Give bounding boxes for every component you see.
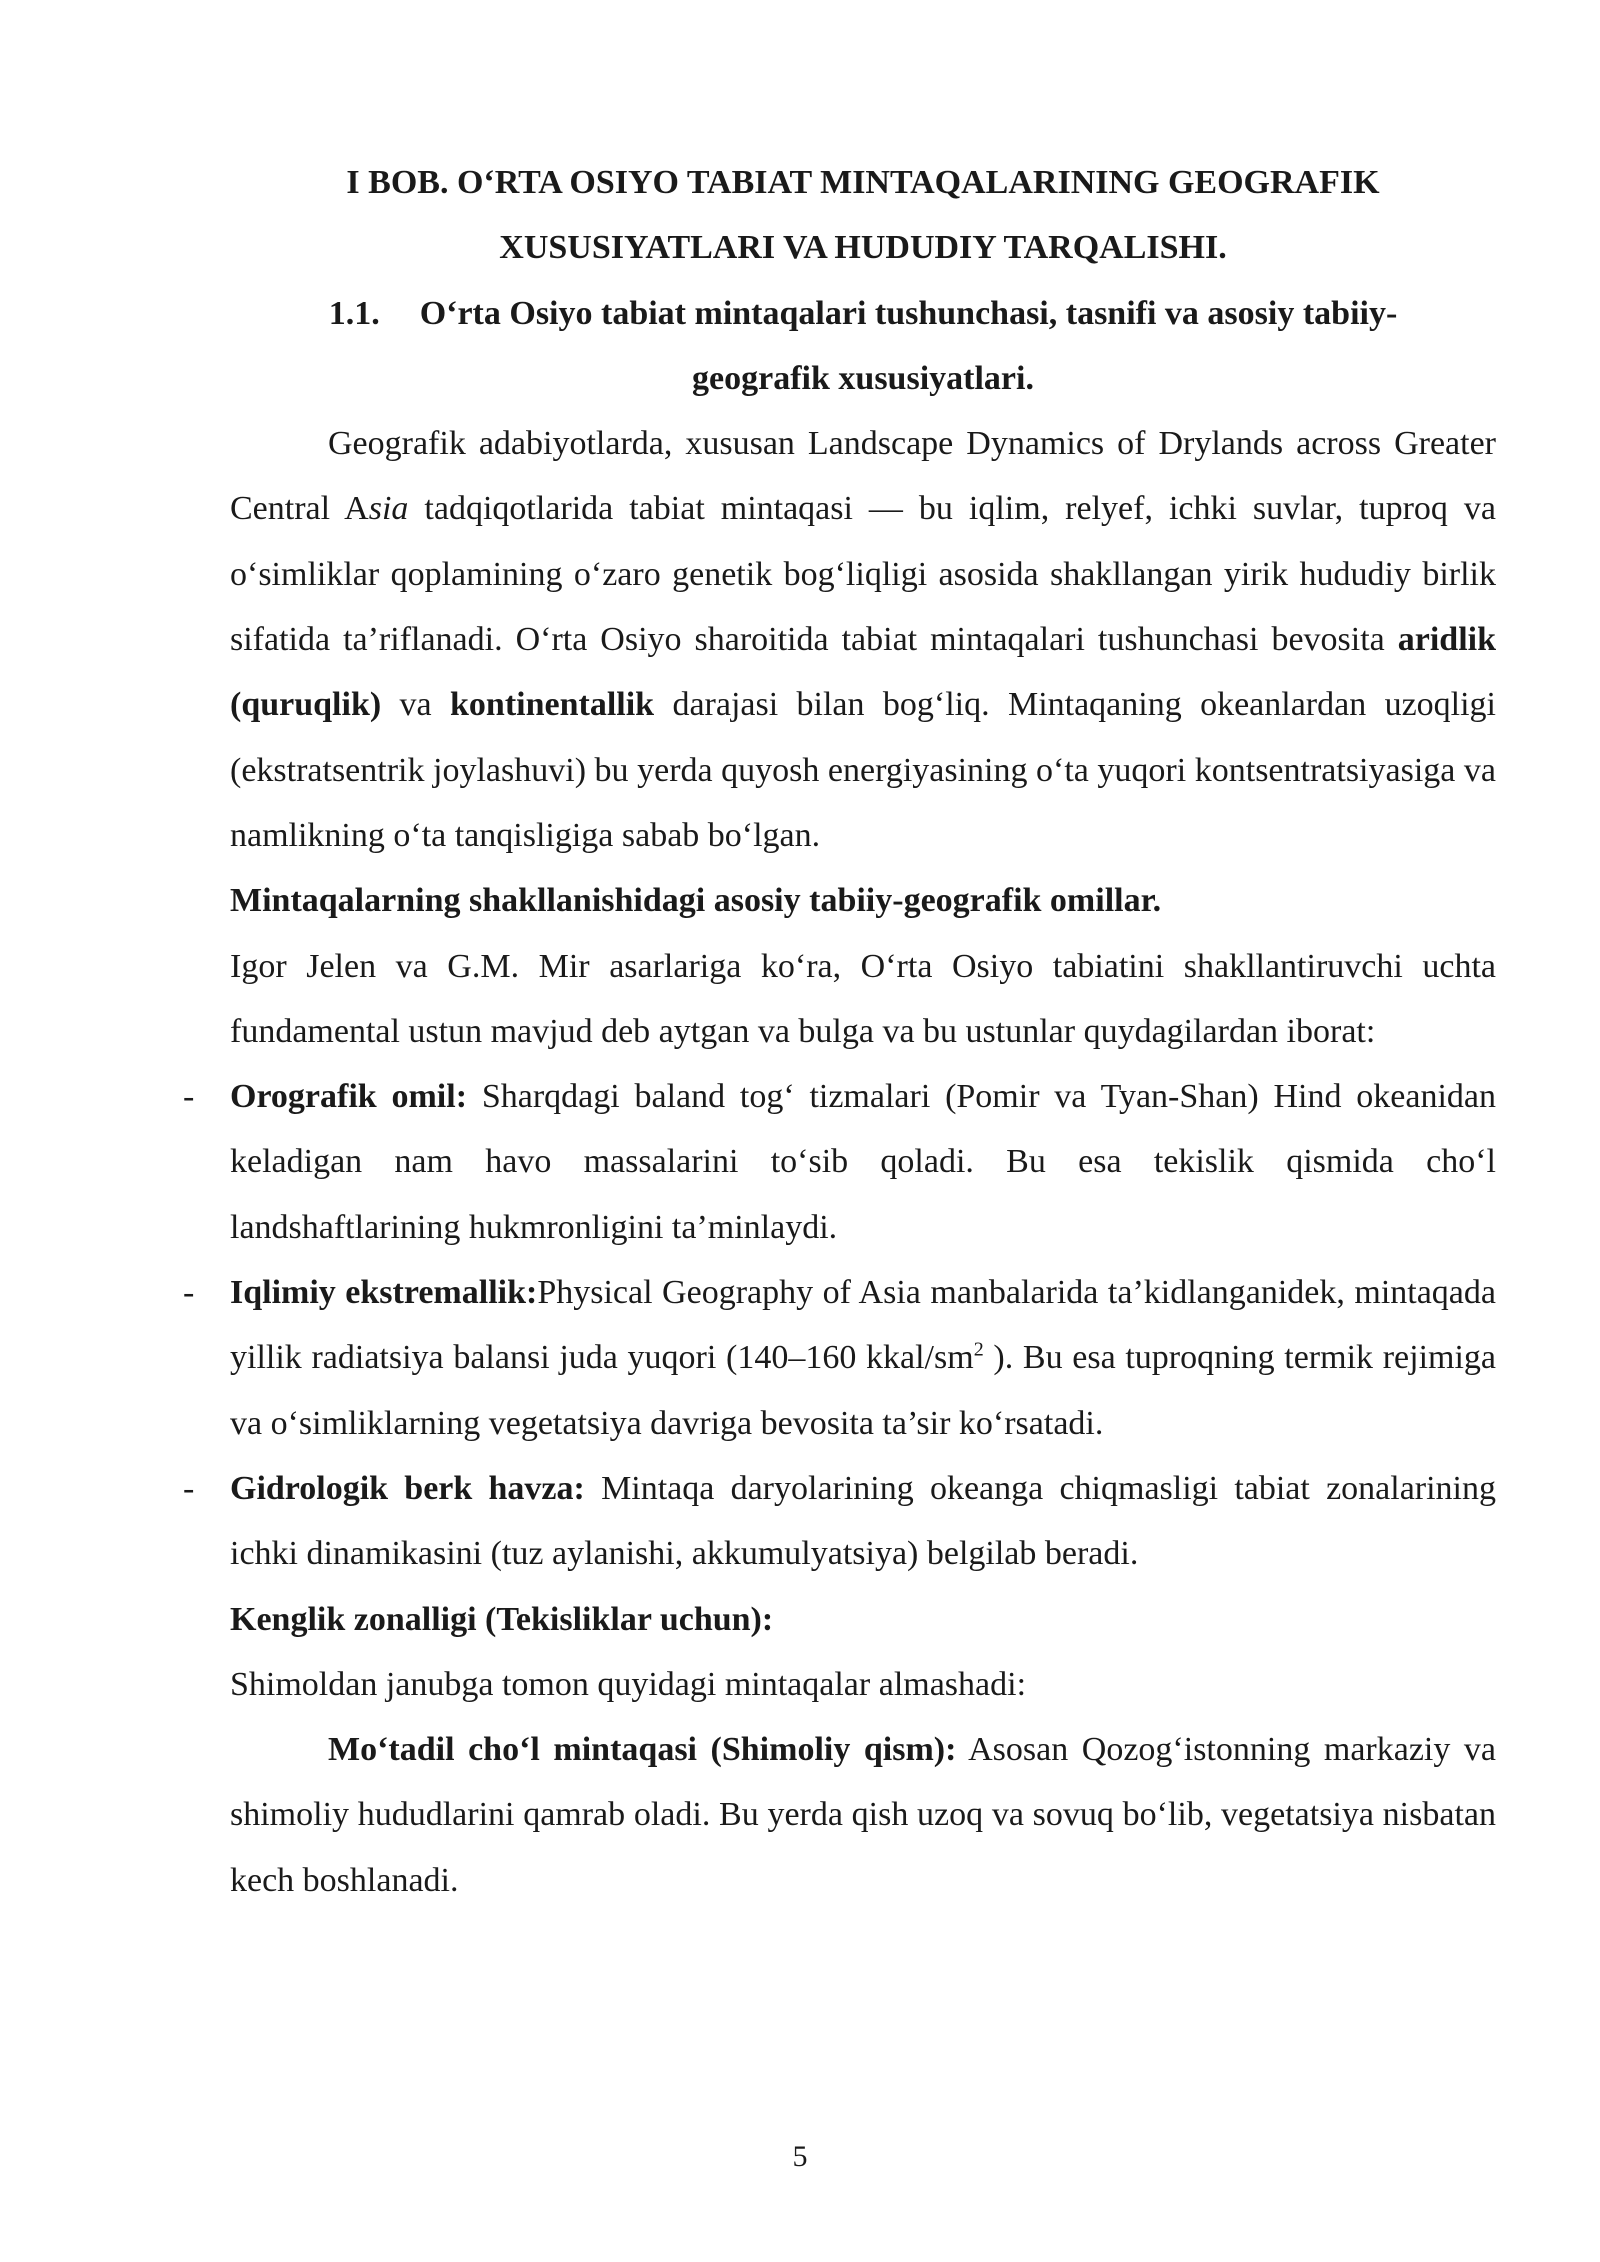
bold-term-aridity: aridlik (quruqlik) [230,621,1496,724]
section-title-row [230,281,1496,346]
text-run: va [381,686,451,724]
document-page [183,150,1497,1913]
section-number: 1.1. [328,294,380,332]
chapter-title-line-2: XUSUSIYATLARI VA HUDUDIY TARQALISHI. [499,229,1227,267]
list-dash: - [183,1274,195,1312]
list-item-text: Sharqdagi baland tog‘ tizmalari (Pomir va Tyan-Shan) Hind okeanidan keladigan nam havo massalarini to‘sib qoladi. Bu esa tekislik qismida cho‘l landshaftlarining hukmronligini ta’minlaydi. [230,1078,1497,1246]
list-dash: - [183,1078,195,1116]
zone-label: Mo‘tadil cho‘l mintaqasi (Shimoliy qism): [328,1731,957,1769]
list-item-hydrology [183,1456,1496,1587]
list-item-label: Orografik omil: [230,1078,468,1116]
heading-factors: Mintaqalarning shakllanishidagi asosiy tabiiy-geografik omillar. [230,882,1162,920]
list-dash: - [183,1469,195,1507]
paragraph-intro [230,411,1496,868]
text-run: darajasi bilan bog‘liq. Mintaqaning okeanlardan uzoqligi (ekstratsentrik joylashuvi) bu yerda quyosh energiyasining o‘ta yuqori kontsentratsiyasiga va namlikning o‘ta tanqisligiga sabab bo‘lgan. [230,686,1497,854]
bold-term-continentality: kontinentallik [450,686,655,724]
list-item-text: Physical Geography of Asia manbalarida ta’kidlanganidek, mintaqada yillik radiatsiya balansi juda yuqori (140–160 kkal/sm [230,1274,1496,1377]
text-run: tadqiqotlarida tabiat mintaqasi — bu iqlim, relyef, ichki suvlar, tuproq va o‘simliklar qoplamining o‘zaro genetik bog‘liqligi asosida shakllangan yirik hududiy birlik sifatida ta’riflanadi. O‘rta Osiyo sharoitida tabiat mintaqalari tushunchasi bevosita [230,490,1496,659]
zone-text: Asosan Qozog‘istonning markaziy va shimoliy hududlarini qamrab oladi. Bu yerda qish uzoq va sovuq bo‘lib, vegetatsiya nisbatan kech boshlanadi. [230,1731,1496,1899]
section-title-line-2: geografik xususiyatlari. [692,359,1034,397]
list-item-label: Iqlimiy ekstremallik: [230,1274,538,1312]
section-title [230,281,1496,412]
chapter-title [230,150,1496,281]
paragraph-pillars: Igor Jelen va G.M. Mir asarlariga ko‘ra, O‘rta Osiyo tabiatini shakllantiruvchi uchta fundamental ustun mavjud deb aytgan va bulga va bu ustunlar quydagilardan iborat: [230,947,1496,1050]
section-title-line-1: O‘rta Osiyo tabiat mintaqalari tushunchasi, tasnifi va asosiy tabiiy- [419,294,1398,332]
paragraph-temperate-desert [230,1717,1496,1913]
superscript: 2 [973,1339,984,1362]
italic-run: sia [368,490,409,528]
list-item-climate [183,1260,1496,1456]
page-number: 5 [792,2140,808,2173]
paragraph-zones-intro: Shimoldan janubga tomon quyidagi mintaqalar almashadi: [230,1665,1027,1703]
list-item-text-continued: ). Bu esa tuproqning termik rejimiga va o‘simliklarning vegetatsiya davriga bevosita ta’sir ko‘rsatadi. [230,1339,1496,1442]
list-item-orographic [183,1064,1497,1260]
text-run: Geografik adabiyotlarda, xususan Landscape Dynamics of Drylands across Greater Central A [230,425,1496,528]
list-item-text: Mintaqa daryolarining okeanga chiqmasligi tabiat zonalarining ichki dinamikasini (tuz aylanishi, akkumulyatsiya) belgilab beradi. [230,1469,1496,1573]
heading-latitude-zonality: Kenglik zonalligi (Tekisliklar uchun): [230,1600,774,1638]
list-item-label: Gidrologik berk havza: [230,1469,585,1507]
chapter-title-line-1: I BOB. O‘RTA OSIYO TABIAT MINTAQALARINING GEOGRAFIK [346,164,1380,201]
